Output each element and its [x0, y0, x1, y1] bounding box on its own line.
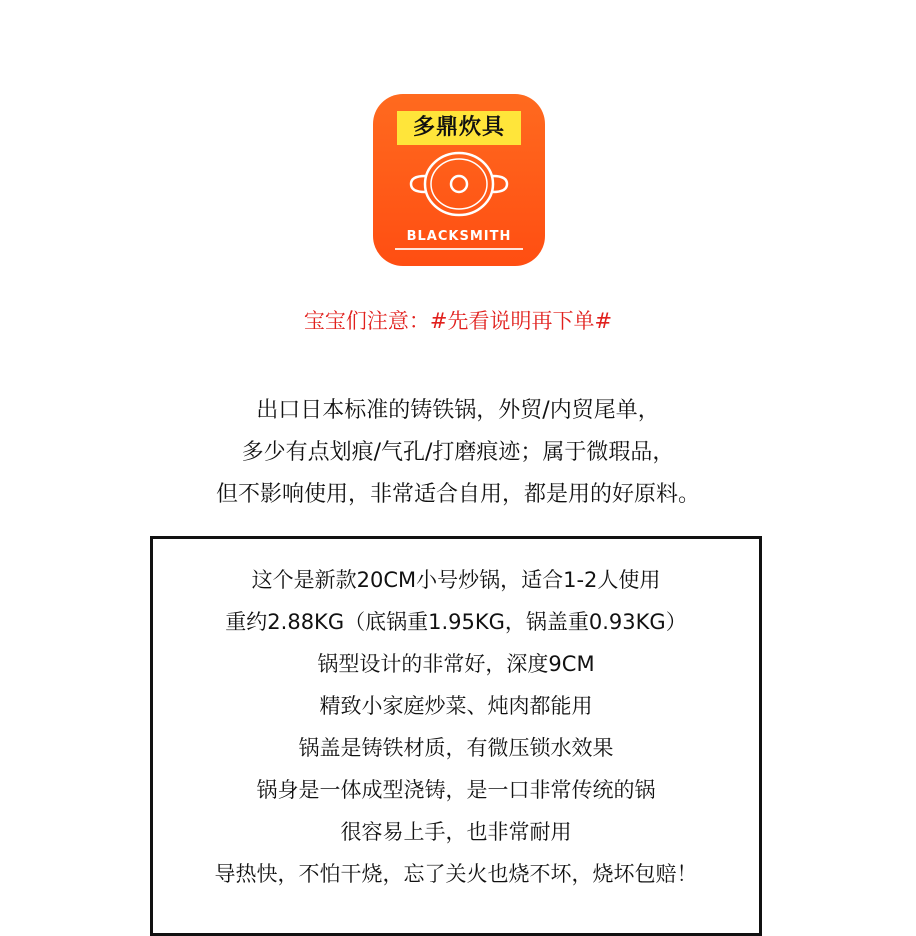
intro-text: [0, 390, 916, 516]
intro-line: 但不影响使用，非常适合自用，都是用的好原料。: [215, 482, 700, 507]
brand-logo: [373, 94, 545, 266]
cast-iron-pot-icon: [403, 150, 515, 220]
details-line: 锅盖是铸铁材质，有微压锁水效果: [298, 736, 614, 760]
logo-underline: [395, 248, 523, 250]
logo-title: 多鼎炊具: [397, 111, 521, 145]
notice-text: 宝宝们注意：#先看说明再下单#: [303, 309, 613, 333]
details-line: 精致小家庭炒菜、炖肉都能用: [319, 694, 593, 718]
product-details-box: [150, 536, 762, 936]
details-line: 很容易上手，也非常耐用: [340, 820, 572, 844]
details-line: 重约2.88KG（底锅重1.95KG，锅盖重0.93KG）: [225, 610, 687, 634]
details-line: 导热快，不怕干烧，忘了关火也烧不坏，烧坏包赔！: [214, 862, 698, 886]
details-line: 这个是新款20CM小号炒锅，适合1-2人使用: [251, 568, 661, 592]
intro-line: 多少有点划痕/气孔/打磨痕迹；属于微瑕品，: [241, 440, 675, 465]
details-line: 锅身是一体成型浇铸，是一口非常传统的锅: [256, 778, 656, 802]
details-line: 锅型设计的非常好，深度9CM: [317, 652, 595, 676]
intro-line: 出口日本标准的铸铁锅，外贸/内贸尾单，: [256, 398, 660, 423]
logo-brand-text: BLACKSMITH: [406, 229, 512, 244]
